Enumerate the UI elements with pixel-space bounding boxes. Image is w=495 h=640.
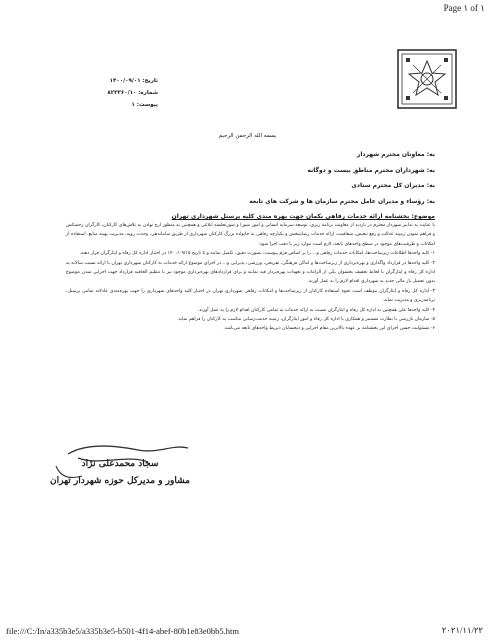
body-paragraph: ۲- کلیه واحدها در قرارداد واگذاری و بهره‌برداری از زیرساخت‌ها و اماکن فرهنگی، تفریحی، ورزشی، پذیرایی و... در اجرای موضوع ارائه خدمات به کارکنان شهرداری تهران با ارائه نسبت سالانه به اداره کل رفاه و ایثارگران با لحاظ تخفیف بخشوان یکی از الزامات و تعهدات بهره‌بردار قید نمایند و برای قراردادهای بهره‌برداری موجود نیز با تنظیم الحاقیه قرارداد جهت اجرایی شدن موضوع بدون تحمیل بار مالی جدید به شهرداری اقدام لازم را به عمل آورند. [66, 260, 435, 285]
letter-attachment: پیوست: ۱ [131, 102, 158, 108]
body-paragraph: ۴- کلیه واحدها علی همچنین به اداره کل رفاه و ایثارگران نسبت به ارائه خدمات به تمامی کارکنان اقدام لازم را به عمل آورند. [197, 307, 435, 313]
page-header: Page ١ of ١ [443, 3, 485, 13]
tehran-municipality-emblem [396, 48, 458, 110]
letter-body [66, 221, 435, 334]
letter-meta [78, 75, 158, 111]
recipient-line: به: شهرداران محترم مناطق بیست و دوگانه [307, 166, 435, 174]
recipient-line: به: مدیران کل محترم ستادی [351, 182, 435, 189]
recipient-list [75, 147, 435, 225]
letter-date: تاریخ: ۱۴۰۰/۰۹/۰۱ [109, 78, 158, 84]
body-paragraph: با عنایت به تدابیر شهردار محترم در بازدید از معاونت برنامه ریزی، توسعه سرمایه انسانی و امور شورا و صورتجلسه ابلاغی و همچنین به منظور ارج نهادن به تلاش‌های کارکنان، کارگران زحمتکش و فراهم نمودن زمینه عدالت و رفع تبعیض، شفافیت، ارائه خدمات رضایتبخش و یکپارچه رفاهی به خانواده بزرگ کارکنان شهرداری از طریق ساماندهی، وحدت رویه، مدیریت بهینه منابع، استفاده از امکانات و ظرفیت‌های موجود در سطح واحدهای تابعه، لازم است موارد زیر با دقت اجرا شود: [66, 223, 435, 247]
body-paragraph: ۱- کلیه واحدها اطلاعات زیرساخت‌ها، امکانات خدمات رفاهی و... را بر اساس فرم پیوست، بصورت دقیق، تکمیل نمایند و تا تاریخ ۱۴۰۰/۰۹/۱۵ در اختیار اداره کل رفاه و ایثارگران قرار دهند. [79, 251, 435, 257]
signature-block [50, 456, 190, 490]
body-paragraph: ۶- مسئولیت حسن اجرای این بخشنامه بر عهده بالاترین مقام اجرایی و ذیحسابان ذیربط واحدهای تابعه می‌باشد. [223, 326, 435, 332]
signatory-name: سجاد محمدعلی نژاد [81, 459, 159, 469]
bismillah: بسمه الله الرحمن الرحیم [218, 133, 277, 139]
letter-number: شماره: ۸۲۳۳۶۰/۱۰ [107, 90, 158, 96]
footer-file-path: file:///C:/In/a335b3e5/a335b3e5-b501-4f14-abef-80b1e83e0bb5.htm [6, 626, 239, 636]
recipient-line: به: معاونان محترم شهردار [356, 151, 435, 158]
body-paragraph: ۵- سازمان بازرسی با نظارت مستمر و همکاری با اداره کل رفاه و امور ایثارگران، زمینه خدمت‌رسانی مناسب به کارکنان را فراهم نماید. [176, 317, 435, 323]
footer-date: ٢٠٢١/١١/٢٢ [441, 625, 483, 635]
body-paragraph: ۳- اداره کل رفاه و ایثارگران موظف است نحوه استفاده کارکنان از زیرساخت‌ها و امکانات رفاهی شهرداری تهران در اختیار کلیه واحدهای شهرداری را جهت بهره‌مندی عادلانه تمامی پرسنل، برنامه‌ریزی و مدیریت نماید. [66, 288, 435, 304]
recipient-line: به: رؤساء و مدیران عامل محترم سازمان ها و شرکت های تابعه [249, 197, 435, 205]
letter-subject: موضوع: بخشنامه ارائه خدمات رفاهی نکمان جهت بهره مندی کلیه پرسنل شهرداری تهران [171, 213, 435, 220]
signatory-title: مشاور و مدیرکل حوزه شهردار تهران [50, 476, 190, 486]
